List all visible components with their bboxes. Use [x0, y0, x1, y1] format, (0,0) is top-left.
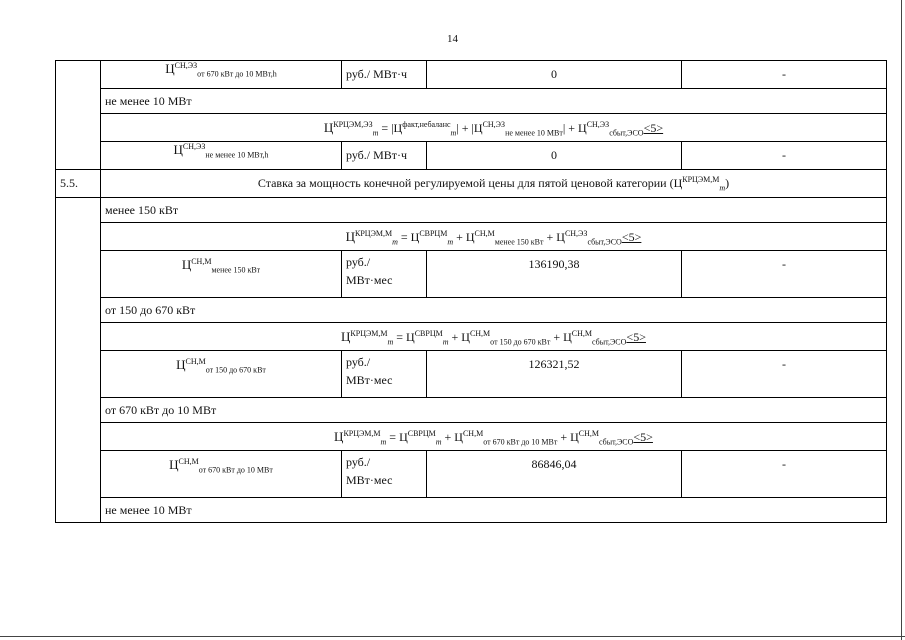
formula-cell: $Ц^{КРЦЭМ,М}_m = Ц^{СВРЦМ}_m + Ц^{СН,М}_{менее 150 кВт} + Ц^{СН,ЭЗ}_{сбыт,ЭСО}<5>$ — [101, 223, 887, 251]
table-row — [56, 142, 887, 170]
unit-cell: руб./ МВт·ч — [342, 61, 427, 89]
right-border-line — [901, 0, 902, 640]
section-label: менее 150 кВт — [101, 198, 887, 223]
section-label: от 150 до 670 кВт — [101, 298, 887, 323]
footnote-ref: <5> — [643, 120, 664, 135]
unit-cell: руб./ МВт·мес — [342, 451, 427, 498]
extra-cell: - — [682, 451, 887, 498]
section-label: не менее 10 МВт — [101, 498, 887, 523]
tariff-name-cell: $Ц^{СН,М}_{менее 150 кВт}$ — [101, 251, 342, 298]
table-row — [56, 423, 887, 451]
tariff-name-cell: $Ц^{СН,ЭЗ}_{от 670 кВт до 10 МВт,h}$ — [101, 61, 342, 89]
unit-cell: руб./ МВт·мес — [342, 251, 427, 298]
tariff-name-cell: $Ц^{СН,М}_{от 150 до 670 кВт}$ — [101, 351, 342, 398]
formula-cell: $Ц^{КРЦЭМ,М}_m = Ц^{СВРЦМ}_m + Ц^{СН,М}_{от 150 до 670 кВт} + Ц^{СН,М}_{сбыт,ЭСО}<5>$ — [101, 323, 887, 351]
table-row — [56, 498, 887, 523]
unit-cell: руб./ МВт·мес — [342, 351, 427, 398]
table-row — [56, 298, 887, 323]
value-cell: 0 — [427, 61, 682, 89]
value-cell: 0 — [427, 142, 682, 170]
row-number-cell — [56, 198, 101, 523]
table-row — [56, 323, 887, 351]
table-row — [56, 89, 887, 114]
table-row — [56, 61, 887, 89]
table-row — [56, 114, 887, 142]
tariff-name-cell: $Ц^{СН,М}_{от 670 кВт до 10 МВт}$ — [101, 451, 342, 498]
footnote-ref: <5> — [626, 329, 646, 344]
unit-cell: руб./ МВт·ч — [342, 142, 427, 170]
formula-cell: $Ц^{КРЦЭМ,М}_m = Ц^{СВРЦМ}_m + Ц^{СН,М}_{от 670 кВт до 10 МВт} + Ц^{СН,М}_{сбыт,ЭСО}<5>$ — [101, 423, 887, 451]
value-cell: 126321,52 — [427, 351, 682, 398]
footnote-ref: <5> — [621, 229, 642, 244]
table-row — [56, 451, 887, 498]
section-number: 5.5. — [56, 170, 101, 198]
value-cell: 86846,04 — [427, 451, 682, 498]
extra-cell: - — [682, 142, 887, 170]
footnote-ref: <5> — [633, 429, 653, 444]
page-number: 14 — [447, 33, 458, 45]
formula-cell: $Ц^{КРЦЭМ,ЭЗ}_m = |Ц^{факт,небаланс}_m| + |Ц^{СН,ЭЗ}_{не менее 10 МВт}| + Ц^{СН,ЭЗ}_{сбыт,ЭСО}<5>$ — [101, 114, 887, 142]
table-row — [56, 398, 887, 423]
value-cell: 136190,38 — [427, 251, 682, 298]
bottom-border-line — [0, 636, 905, 637]
table-row — [56, 198, 887, 223]
section-label: от 670 кВт до 10 МВт — [101, 398, 887, 423]
extra-cell: - — [682, 351, 887, 398]
section-label: не менее 10 МВт — [101, 89, 887, 114]
extra-cell: - — [682, 251, 887, 298]
tariff-table — [55, 60, 887, 523]
section-title: Ставка за мощность конечной регулируемой цены для пятой ценовой категории $(Ц^{КРЦЭМ,М}_m)$ — [101, 170, 887, 198]
table-row — [56, 170, 887, 198]
table-row — [56, 251, 887, 298]
table-row — [56, 223, 887, 251]
table-row — [56, 351, 887, 398]
extra-cell: - — [682, 61, 887, 89]
tariff-name-cell: $Ц^{СН,ЭЗ}_{не менее 10 МВт,h}$ — [101, 142, 342, 170]
row-number-cell — [56, 61, 101, 170]
